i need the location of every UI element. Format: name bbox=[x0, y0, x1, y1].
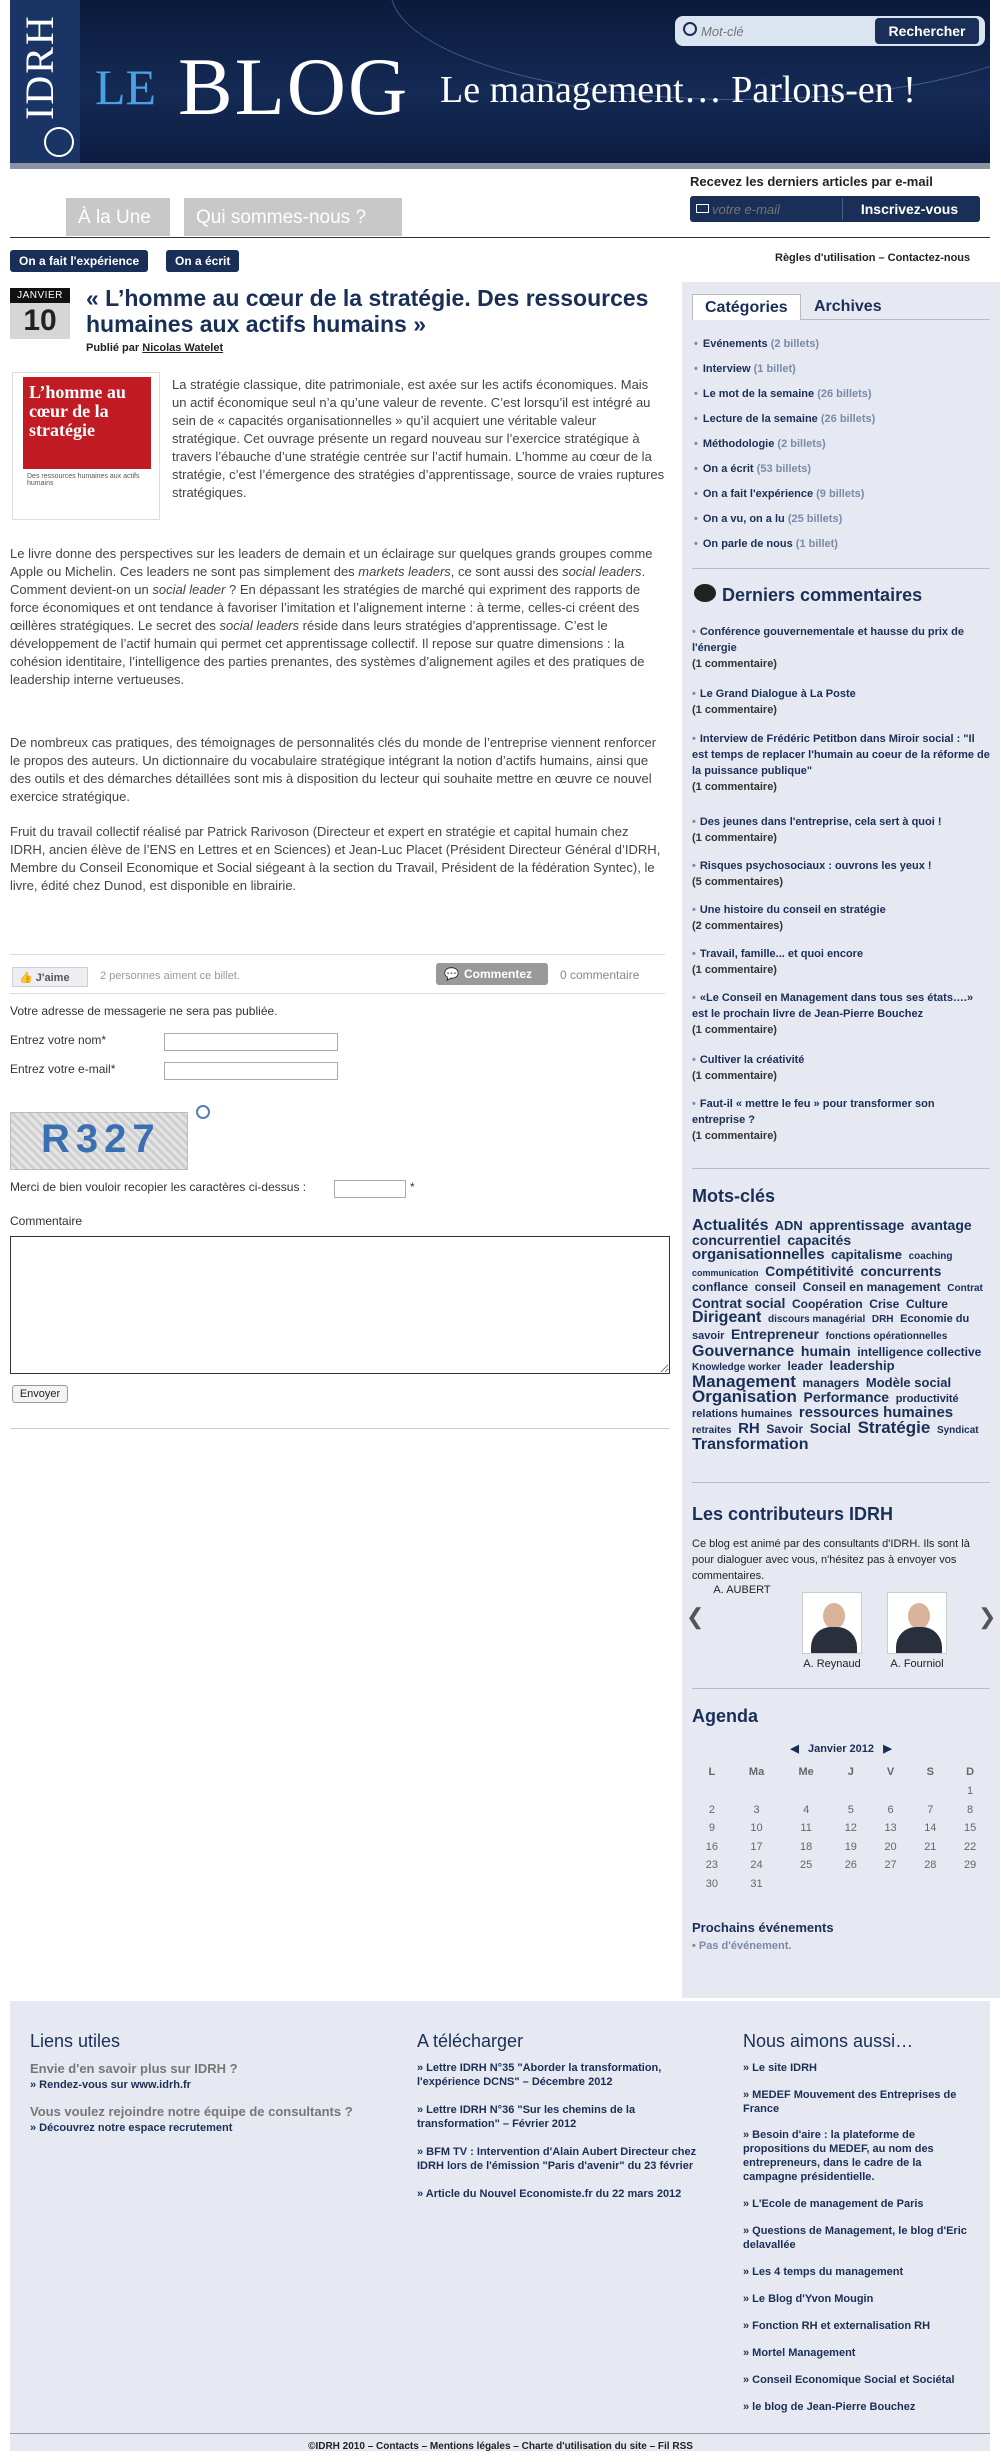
name-input[interactable] bbox=[164, 1033, 338, 1051]
category-item[interactable] bbox=[694, 538, 838, 550]
calendar-day: 20 bbox=[884, 1840, 897, 1853]
carousel-prev-icon[interactable]: ❮ bbox=[686, 1604, 705, 1629]
calendar-week bbox=[692, 1782, 990, 1801]
tag-link[interactable]: ressources humaines bbox=[798, 1404, 954, 1421]
post-day: 10 bbox=[10, 303, 70, 339]
idrh-vertical-logo: IDRH bbox=[17, 14, 62, 120]
recent-comment-link[interactable]: • Faut-il « mettre le feu » pour transformer son entreprise ? bbox=[692, 1096, 990, 1128]
recent-comment-link[interactable]: • «Le Conseil en Management dans tous ses états….» est le prochain livre de Jean-Pierre Bouchez bbox=[692, 990, 990, 1022]
captcha-image bbox=[10, 1112, 188, 1170]
thumb-icon: 👍 bbox=[19, 972, 33, 984]
sidebar-tabs bbox=[692, 294, 990, 320]
recent-comment bbox=[692, 858, 990, 890]
calendar-prev-icon[interactable]: ◀ bbox=[790, 1743, 802, 1755]
sidebar-divider bbox=[692, 1168, 990, 1169]
calendar-day: 1 bbox=[967, 1785, 974, 1798]
recent-comment-count: (1 commentaire) bbox=[692, 704, 777, 716]
p2-text-a: Le livre donne des perspectives sur les leaders de demain et un éclairage sur quelques grands groupes comme Apple ou Michelin. Ces leaders ne sont pas simplement des bbox=[10, 546, 653, 579]
calendar-day: 6 bbox=[887, 1803, 894, 1816]
tab-categories[interactable]: Catégories bbox=[692, 294, 801, 320]
comment-button[interactable] bbox=[436, 963, 548, 985]
email-label: Entrez votre e-mail* bbox=[10, 1062, 116, 1076]
agenda-heading: Agenda bbox=[692, 1706, 759, 1726]
category-count: (26 billets) bbox=[817, 388, 872, 400]
calendar bbox=[692, 1742, 990, 1893]
tag-link[interactable]: Contrat social bbox=[692, 1295, 786, 1311]
footer-link-recruitment[interactable]: » Découvrez notre espace recrutement bbox=[30, 2122, 233, 2134]
tag-link[interactable]: Gouvernance bbox=[692, 1343, 795, 1360]
tag-link[interactable]: relations humaines bbox=[692, 1408, 793, 1420]
tag-link[interactable]: Knowledge worker bbox=[692, 1362, 781, 1373]
blog-title[interactable]: BLOG bbox=[178, 41, 410, 132]
name-label: Entrez votre nom* bbox=[10, 1033, 107, 1047]
calendar-next-icon[interactable]: ▶ bbox=[880, 1743, 892, 1755]
recent-comment-link[interactable]: • Risques psychosociaux : ouvrons les yeux ! bbox=[692, 858, 990, 874]
like-label: J'aime bbox=[35, 972, 70, 984]
tag-link[interactable]: managers bbox=[802, 1376, 860, 1390]
recent-comment bbox=[692, 946, 990, 978]
sidebar bbox=[682, 282, 1000, 1998]
post-title[interactable]: « L’homme au cœur de la stratégie. Des ressources humaines aux actifs humains » bbox=[86, 285, 649, 337]
calendar-day: 2 bbox=[708, 1803, 715, 1816]
calendar-day: 21 bbox=[924, 1840, 937, 1853]
tag-link[interactable]: ADN bbox=[774, 1218, 803, 1233]
tag-link[interactable]: fonctions opérationnelles bbox=[825, 1331, 948, 1342]
recent-comment-link[interactable]: • Cultiver la créativité bbox=[692, 1052, 990, 1068]
category-name: Evénements bbox=[702, 338, 768, 350]
recent-comment-link[interactable]: • Des jeunes dans l'entreprise, cela sert à quoi ! bbox=[692, 814, 990, 830]
category-count: (26 billets) bbox=[820, 413, 876, 425]
calendar-day: 4 bbox=[803, 1803, 810, 1816]
footer-likes-heading: Nous aimons aussi… bbox=[743, 2031, 914, 2051]
tag-link[interactable]: Social bbox=[809, 1420, 851, 1436]
p2-em-social-leader: social leader bbox=[152, 582, 226, 597]
comments-bubble-icon bbox=[694, 584, 716, 602]
recent-comment-link[interactable]: • Une histoire du conseil en stratégie bbox=[692, 902, 990, 918]
calendar-weekday: S bbox=[926, 1766, 934, 1778]
events-heading: Prochains événements bbox=[692, 1920, 834, 1935]
tag-link[interactable]: Conseil en management bbox=[802, 1280, 941, 1294]
sidebar-divider bbox=[692, 568, 990, 569]
category-item[interactable] bbox=[694, 513, 842, 525]
idrh-logo-panel[interactable] bbox=[10, 0, 80, 165]
calendar-weekdays bbox=[692, 1762, 990, 1782]
tag-link[interactable]: Compétitivité bbox=[765, 1263, 854, 1279]
footer-download-link[interactable]: » Article du Nouvel Economiste.fr du 22 mars 2012 bbox=[417, 2188, 682, 2200]
category-button-ecrit[interactable]: On a écrit bbox=[166, 250, 239, 272]
tag-link[interactable]: leader bbox=[787, 1359, 823, 1373]
calendar-body bbox=[692, 1782, 990, 1893]
book-cover-title: L’homme au cœur de la stratégie bbox=[23, 377, 151, 469]
category-item[interactable] bbox=[694, 388, 872, 400]
tag-link[interactable]: Management bbox=[692, 1372, 796, 1391]
post-paragraph-1: La stratégie classique, dite patrimoniale, est axée sur les actifs économiques. Mais un actif économique seul n’a qu’une valeur de revente. C’est lorsqu’il est intégré au sein de « capacités organisationnelles » qu’il acquiert une véritable valeur stratégique. Cet ouvrage présente un regard nouveau sur l’exercice stratégique à travers l’ébauche d’une stratégie centrée sur l’actif humain. L’homme au cœur de la stratégie, c’est l’émergence des stratégies d’apprentissage, source de vraies ruptures stratégiques. bbox=[172, 377, 665, 500]
recent-comment-count: (1 commentaire) bbox=[692, 658, 777, 670]
tag-link[interactable]: coaching bbox=[908, 1251, 953, 1262]
idrh-logo-icon bbox=[44, 127, 74, 157]
footer bbox=[10, 2001, 990, 2451]
search-button[interactable]: Rechercher bbox=[875, 18, 979, 44]
main-nav bbox=[10, 198, 990, 238]
tag-link[interactable]: Coopération bbox=[791, 1297, 863, 1311]
calendar-day: 29 bbox=[963, 1859, 977, 1872]
calendar-day: 5 bbox=[847, 1803, 854, 1816]
category-name: On a écrit bbox=[702, 463, 754, 475]
tag-link[interactable]: Syndicat bbox=[936, 1425, 979, 1436]
recent-comment-link[interactable]: • Travail, famille... et quoi encore bbox=[692, 946, 990, 962]
category-button-experience[interactable]: On a fait l'expérience bbox=[10, 250, 148, 272]
calendar-day: 19 bbox=[844, 1840, 857, 1853]
sidebar-divider bbox=[692, 1482, 990, 1483]
recent-comment-count: (1 commentaire) bbox=[692, 1070, 777, 1082]
byline-prefix: Publié par bbox=[86, 342, 140, 354]
footer-link-idrh[interactable]: » Rendez-vous sur www.idrh.fr bbox=[30, 2079, 191, 2091]
contributor-name: A. Reynaud bbox=[803, 1658, 861, 1670]
calendar-day: 31 bbox=[750, 1877, 763, 1890]
email-notice: Votre adresse de messagerie ne sera pas publiée. bbox=[10, 1004, 278, 1018]
footer-download-link[interactable]: » Lettre IDRH N°36 "Sur les chemins de la transformation" – Février 2012 bbox=[417, 2104, 636, 2130]
subscribe-label: Recevez les derniers articles par e-mail bbox=[690, 174, 933, 189]
post-paragraph-2 bbox=[10, 545, 666, 689]
category-count: (25 billets) bbox=[787, 513, 843, 525]
calendar-day bbox=[871, 1782, 911, 1801]
calendar-day: 14 bbox=[924, 1822, 937, 1835]
rules-contact-links[interactable]: Règles d'utilisation – Contactez-nous bbox=[775, 252, 971, 264]
carousel-next-icon[interactable]: ❯ bbox=[978, 1604, 997, 1629]
tab-qui-sommes-nous[interactable]: Qui sommes-nous ? bbox=[184, 198, 402, 236]
calendar-day bbox=[831, 1782, 871, 1801]
tag-link[interactable]: Actualités bbox=[692, 1217, 769, 1234]
social-bar bbox=[10, 954, 665, 994]
p2-em-social-leaders: social leaders bbox=[562, 564, 642, 579]
tag-link[interactable]: Performance bbox=[803, 1389, 890, 1405]
tag-link[interactable]: capitalisme bbox=[831, 1247, 902, 1262]
captcha-input[interactable] bbox=[334, 1180, 406, 1198]
calendar-day bbox=[910, 1875, 950, 1894]
tag-link[interactable]: communication bbox=[692, 1268, 759, 1278]
calendar-week bbox=[692, 1856, 990, 1875]
calendar-day: 16 bbox=[705, 1840, 718, 1853]
calendar-week bbox=[692, 1838, 990, 1857]
tag-link[interactable]: Dirigeant bbox=[692, 1309, 762, 1326]
search-box bbox=[675, 16, 985, 46]
header-divider bbox=[10, 163, 990, 169]
calendar-day: 23 bbox=[705, 1859, 718, 1872]
calendar-day: 15 bbox=[963, 1822, 977, 1835]
category-count: (9 billets) bbox=[816, 488, 865, 500]
calendar-day bbox=[950, 1875, 990, 1894]
recent-comments-heading: Derniers commentaires bbox=[722, 585, 923, 605]
recent-comment bbox=[692, 686, 990, 718]
tag-link[interactable]: DRH bbox=[871, 1314, 894, 1325]
calendar-day: 12 bbox=[844, 1822, 857, 1835]
calendar-day bbox=[781, 1875, 831, 1894]
category-name: Le mot de la semaine bbox=[702, 388, 815, 400]
tag-link[interactable]: Economie du savoir bbox=[692, 1313, 970, 1342]
footer-useful-links-heading: Liens utiles bbox=[30, 2031, 121, 2051]
article-divider bbox=[10, 1428, 670, 1429]
tab-a-la-une[interactable]: À la Une bbox=[66, 198, 170, 236]
recent-comment-count: (1 commentaire) bbox=[692, 964, 777, 976]
like-count: 2 personnes aiment ce billet. bbox=[100, 970, 241, 982]
calendar-day bbox=[910, 1782, 950, 1801]
calendar-month: Janvier 2012 bbox=[807, 1743, 875, 1755]
tag-link[interactable]: concurrents bbox=[860, 1263, 942, 1279]
calendar-weekday: V bbox=[886, 1766, 895, 1778]
category-count: (2 billets) bbox=[777, 438, 826, 450]
contributor-photo bbox=[802, 1592, 862, 1654]
recent-comment-link[interactable]: • Interview de Frédéric Petitbon dans Miroir social : "Il est temps de replacer l'humain au coeur de la réforme de la puissance publique" bbox=[692, 731, 990, 779]
submit-button[interactable]: Envoyer bbox=[12, 1385, 68, 1403]
calendar-day: 28 bbox=[924, 1859, 937, 1872]
tag-link[interactable]: retraites bbox=[692, 1425, 732, 1436]
comment-textarea[interactable] bbox=[10, 1236, 670, 1374]
post-month: JANVIER bbox=[10, 288, 70, 303]
calendar-week bbox=[692, 1875, 990, 1894]
tag-link[interactable]: capacités bbox=[787, 1232, 852, 1248]
category-count: (1 billet) bbox=[795, 538, 838, 550]
footer-downloads-heading: A télécharger bbox=[417, 2031, 524, 2051]
tag-link[interactable]: organisationnelles bbox=[692, 1246, 825, 1263]
tag-link[interactable]: Entrepreneur bbox=[731, 1326, 819, 1342]
subscribe-button[interactable]: Inscrivez-vous bbox=[842, 198, 976, 220]
recent-comment bbox=[692, 814, 990, 846]
tag-link[interactable]: Crise bbox=[869, 1297, 900, 1311]
category-item[interactable] bbox=[694, 488, 864, 500]
refresh-captcha-icon[interactable] bbox=[196, 1105, 210, 1119]
calendar-day: 24 bbox=[750, 1859, 763, 1872]
tag-link[interactable]: Modèle social bbox=[865, 1375, 952, 1390]
author-link[interactable]: Nicolas Watelet bbox=[142, 342, 224, 354]
calendar-caption bbox=[692, 1742, 990, 1762]
tag-link[interactable]: intelligence collective bbox=[857, 1345, 982, 1359]
tag-link[interactable]: conseil bbox=[754, 1280, 796, 1294]
category-item[interactable] bbox=[694, 338, 819, 350]
contributor-fourniol[interactable] bbox=[877, 1592, 957, 1670]
tag-link[interactable]: productivité bbox=[895, 1393, 959, 1405]
recent-comment bbox=[692, 990, 990, 1038]
footer-like-link[interactable]: » Mortel Management bbox=[743, 2347, 856, 2359]
footer-like-link[interactable]: » Le site IDRH bbox=[743, 2062, 817, 2074]
calendar-week bbox=[692, 1819, 990, 1838]
contributor-reynaud[interactable] bbox=[792, 1592, 872, 1670]
footer-q1: Envie d'en savoir plus sur IDRH ? bbox=[30, 2061, 238, 2076]
events-none-text: Pas d'événement. bbox=[698, 1940, 792, 1952]
tag-link[interactable]: conflance bbox=[692, 1280, 749, 1294]
book-cover-subtitle: Des ressources humaines aux actifs humains bbox=[27, 473, 140, 487]
captcha-required-mark: * bbox=[410, 1180, 415, 1194]
events-none: • Pas d'événement. bbox=[692, 1940, 792, 1952]
book-cover-image bbox=[12, 372, 160, 520]
tag-cloud bbox=[692, 1218, 990, 1452]
sidebar-divider bbox=[692, 1688, 990, 1689]
footer-like-link[interactable]: » L'Ecole de management de Paris bbox=[743, 2198, 924, 2210]
search-input[interactable] bbox=[701, 20, 881, 42]
category-name: On a fait l'expérience bbox=[702, 488, 814, 500]
byline bbox=[86, 342, 223, 354]
blog-le: LE bbox=[95, 59, 157, 115]
calendar-day bbox=[732, 1782, 782, 1801]
tag-link[interactable]: Stratégie bbox=[857, 1418, 931, 1437]
recent-comment-link[interactable]: • Le Grand Dialogue à La Poste bbox=[692, 686, 990, 702]
footer-like-link[interactable]: » Les 4 temps du management bbox=[743, 2266, 904, 2278]
recent-comment bbox=[692, 731, 990, 795]
calendar-day: 8 bbox=[967, 1803, 974, 1816]
tag-link[interactable]: Culture bbox=[905, 1297, 948, 1311]
category-name: Interview bbox=[702, 363, 751, 375]
category-item[interactable] bbox=[694, 438, 826, 450]
tag-link[interactable]: Transformation bbox=[692, 1436, 809, 1453]
contributor-name: A. AUBERT bbox=[713, 1584, 771, 1596]
footer-q2: Vous voulez rejoindre notre équipe de consultants ? bbox=[30, 2104, 353, 2119]
calendar-day: 11 bbox=[800, 1822, 812, 1835]
calendar-day: 13 bbox=[884, 1822, 897, 1835]
tag-link[interactable]: discours managérial bbox=[767, 1314, 866, 1325]
search-icon bbox=[683, 22, 697, 36]
calendar-day: 27 bbox=[884, 1859, 897, 1872]
category-name: Lecture de la semaine bbox=[702, 413, 818, 425]
category-count: (53 billets) bbox=[756, 463, 812, 475]
recent-comment-count: (5 commentaires) bbox=[692, 876, 784, 888]
post-paragraph-3: De nombreux cas pratiques, des témoignages de personnalités clés du monde de l’entreprise viennent renforcer le propos des auteurs. Un dictionnaire du vocabulaire stratégique intégrant la notion d’actifs humains, ainsi que des outils et des démarches détaillées sont mis à disposition du lecteur qui souhaite mettre en œuvre ce nouvel exercice stratégique. bbox=[10, 735, 657, 804]
p2-em-markets-leaders: markets leaders bbox=[358, 564, 451, 579]
comment-bubble-icon: 💬 bbox=[444, 967, 459, 981]
category-name: On a vu, on a lu bbox=[702, 513, 785, 525]
category-count: (2 billets) bbox=[770, 338, 820, 350]
footer-like-link[interactable]: » le blog de Jean-Pierre Bouchez bbox=[743, 2401, 916, 2413]
post-paragraph-4: Fruit du travail collectif réalisé par Patrick Rarivoson (Directeur et expert en stratégie et capital humain chez IDRH, ancien élève de l’ENS en Lettres et en Sciences) et Jean-Luc Placet (Président Directeur Général d’IDRH, Membre du Conseil Economique et Social siégeant à la section du Travail, Président de la fédération Syntec), le livre, édité chez Dunod, est disponible en librairie. bbox=[10, 824, 661, 893]
p2-text-i: réside dans leurs stratégies d’apprentissage. C’est le développement de l’actif humain qui permet cet apprentissage collectif. Il repose sur quatre dimensions : la cohésion identitaire, l’intelligence des parties prenantes, des systèmes d’alignement agiles et des pratiques de leadership interne vertueuses. bbox=[10, 618, 645, 687]
tag-link[interactable]: RH bbox=[738, 1420, 760, 1437]
captcha-text: R327 bbox=[41, 1117, 161, 1161]
calendar-day bbox=[692, 1782, 732, 1801]
category-count: (1 billet) bbox=[753, 363, 796, 375]
tag-link[interactable]: Savoir bbox=[766, 1422, 804, 1436]
category-item[interactable] bbox=[694, 413, 875, 425]
p2-text-g: ? En dépassant les stratégies de marché qui expriment des rapports de force économiques et ont tendance à favoriser l’imitation et l’alignement interne : à terme, celles-ci créent des œillères stratégiques. Le secret des bbox=[10, 582, 641, 633]
tagline: Le management… Parlons-en ! bbox=[440, 69, 916, 111]
calendar-weekday: Ma bbox=[748, 1766, 765, 1778]
footer-like-link[interactable]: » Le Blog d'Yvon Mougin bbox=[743, 2293, 874, 2305]
recent-comment bbox=[692, 902, 990, 934]
calendar-day: 18 bbox=[800, 1840, 813, 1853]
calendar-day: 17 bbox=[750, 1840, 763, 1853]
calendar-day: 7 bbox=[927, 1803, 934, 1816]
contributor-aubert[interactable] bbox=[712, 1584, 772, 1596]
calendar-weekday: D bbox=[966, 1766, 975, 1778]
recent-comment-count: (1 commentaire) bbox=[692, 832, 777, 844]
recent-comment-count: (1 commentaire) bbox=[692, 1024, 777, 1036]
comment-count[interactable]: 0 commentaire bbox=[560, 968, 640, 982]
tag-link[interactable]: Contrat bbox=[947, 1283, 983, 1294]
tag-link[interactable]: humain bbox=[800, 1343, 851, 1359]
footer-like-link[interactable]: » Besoin d'aire : la plateforme de propositions du MEDEF, au nom des entrepreneurs, dans le cadre de la campagne présidentielle. bbox=[743, 2129, 934, 2183]
comment-label: Commentaire bbox=[10, 1214, 83, 1228]
category-name: On parle de nous bbox=[702, 538, 793, 550]
post-date bbox=[10, 288, 70, 339]
footer-download-link[interactable]: » BFM TV : Intervention d'Alain Aubert Directeur chez IDRH lors de l'émission "Paris d'avenir" du 23 février bbox=[417, 2146, 697, 2172]
category-name: Méthodologie bbox=[702, 438, 775, 450]
p2-text-c: , ce sont aussi des bbox=[450, 564, 563, 579]
calendar-weekday: J bbox=[847, 1766, 854, 1778]
recent-comment bbox=[692, 1052, 990, 1084]
captcha-label: Merci de bien vouloir recopier les caractères ci-dessus : bbox=[10, 1180, 307, 1194]
calendar-day: 25 bbox=[800, 1859, 813, 1872]
footer-like-link[interactable]: » MEDEF Mouvement des Entreprises de France bbox=[743, 2089, 957, 2115]
calendar-day: 22 bbox=[963, 1840, 977, 1853]
footer-like-link[interactable]: » Questions de Management, le blog d'Eric delavallée bbox=[743, 2225, 967, 2251]
like-button[interactable] bbox=[12, 967, 88, 987]
calendar-weekday: Me bbox=[798, 1766, 814, 1778]
calendar-day: 3 bbox=[753, 1803, 760, 1816]
tag-link[interactable]: Organisation bbox=[692, 1387, 797, 1406]
recent-comment-count: (1 commentaire) bbox=[692, 781, 777, 793]
calendar-weekday: L bbox=[708, 1766, 716, 1778]
tag-link[interactable]: leadership bbox=[829, 1358, 895, 1373]
tag-link[interactable]: apprentissage bbox=[809, 1217, 905, 1233]
email-input[interactable] bbox=[164, 1062, 338, 1080]
calendar-day: 9 bbox=[708, 1822, 715, 1835]
contributors-text: Ce blog est animé par des consultants d'IDRH. Ils sont là pour dialoguer avec vous, n'hésitez pas à envoyer vos commentaires. bbox=[692, 1538, 970, 1582]
footer-download-link[interactable]: » Lettre IDRH N°35 "Aborder la transformation, l'expérience DCNS" – Décembre 2012 bbox=[417, 2062, 662, 2088]
header-banner bbox=[10, 0, 990, 165]
recent-comment-link[interactable]: • Conférence gouvernementale et hausse du prix de l'énergie bbox=[692, 624, 990, 656]
footer-like-link[interactable]: » Conseil Economique Social et Sociétal bbox=[743, 2374, 955, 2386]
footer-divider bbox=[10, 2433, 990, 2434]
footer-like-link[interactable]: » Fonction RH et externalisation RH bbox=[743, 2320, 931, 2332]
recent-comment bbox=[692, 1096, 990, 1144]
p2-em-social-leaders-2: social leaders bbox=[219, 618, 300, 633]
calendar-week bbox=[692, 1801, 990, 1820]
contributors-heading: Les contributeurs IDRH bbox=[692, 1504, 894, 1524]
calendar-grid bbox=[692, 1762, 990, 1893]
recent-comment-count: (1 commentaire) bbox=[692, 1130, 777, 1142]
recent-comment-count: (2 commentaires) bbox=[692, 920, 784, 932]
comment-button-label: Commentez bbox=[464, 967, 533, 981]
copyright[interactable]: ©IDRH 2010 – Contacts – Mentions légales – Charte d'utilisation du site – Fil RSS bbox=[308, 2441, 693, 2452]
tab-archives[interactable]: Archives bbox=[814, 298, 882, 315]
contributor-name: A. Fourniol bbox=[890, 1658, 944, 1670]
calendar-day: 26 bbox=[844, 1859, 857, 1872]
calendar-day: 30 bbox=[705, 1877, 718, 1890]
tags-heading: Mots-clés bbox=[692, 1186, 776, 1206]
p2-text-e: . Comment devient-on un bbox=[10, 564, 646, 597]
tag-link[interactable]: avantage concurrentiel bbox=[692, 1217, 972, 1248]
category-item[interactable] bbox=[694, 463, 811, 475]
category-item[interactable] bbox=[694, 363, 796, 375]
calendar-day: 10 bbox=[750, 1822, 763, 1835]
contributor-photo bbox=[887, 1592, 947, 1654]
calendar-day bbox=[831, 1875, 871, 1894]
recent-comment bbox=[692, 624, 990, 672]
calendar-day bbox=[781, 1782, 831, 1801]
calendar-day bbox=[871, 1875, 911, 1894]
